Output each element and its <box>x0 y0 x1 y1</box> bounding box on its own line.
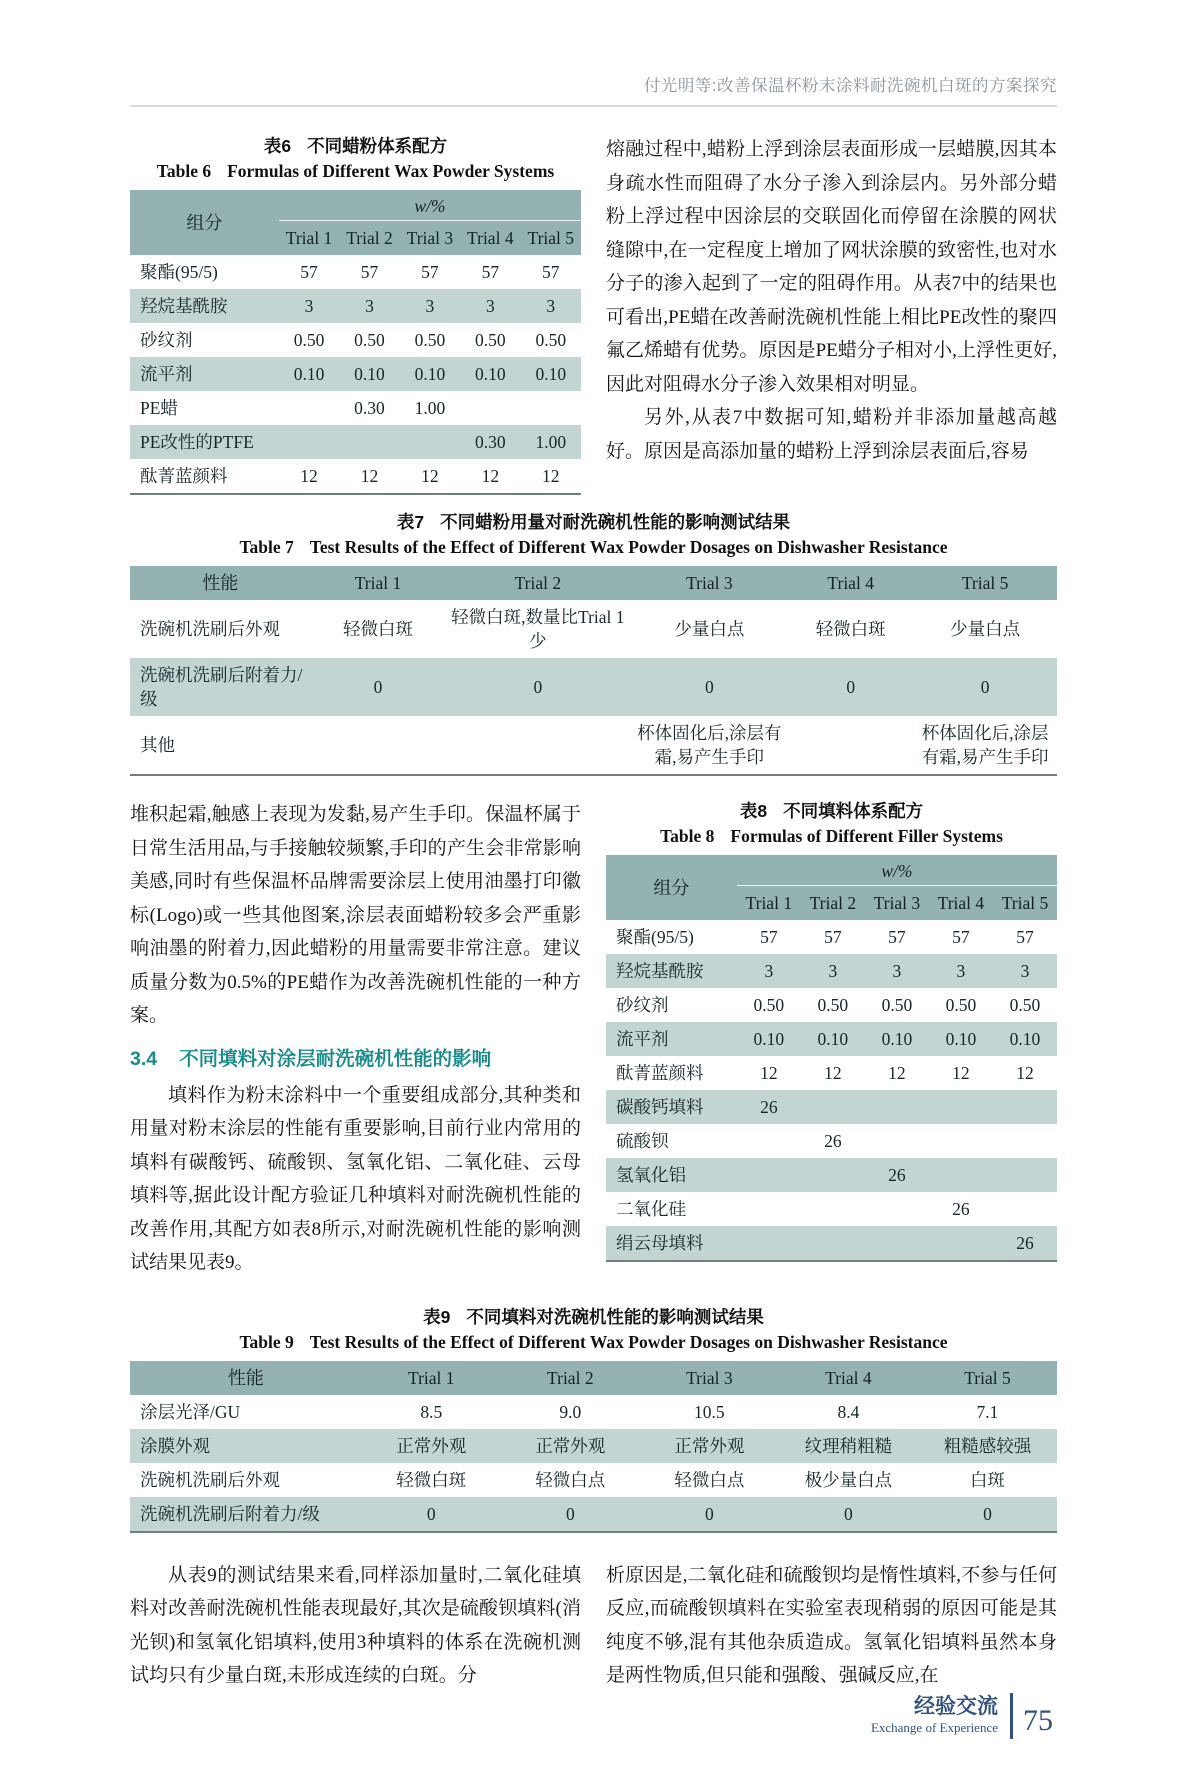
trial-column-header: Trial 2 <box>514 573 562 593</box>
table-cell: 3 <box>485 296 495 316</box>
section-title: 不同填料对涂层耐洗碗机性能的影响 <box>179 1047 492 1070</box>
table-cell: 0.10 <box>414 364 446 384</box>
paragraph-filler-intro: 填料作为粉末涂料中一个重要组成部分,其种类和用量对粉末涂层的性能有重要影响,目前行业内常用的填料有碳酸钙、硫酸钡、氢氧化铝、二氧化硅、云母填料等,据此设计配方验证几种填料对耐洗碗机性能的改善作用,其配方如表8所示,对耐洗碗机性能的影响测试结果见表9。 <box>130 1084 581 1273</box>
paragraph-wax-dosage: 另外,从表7中数据可知,蜡粉并非添加量越高越好。原因是高添加量的蜡粉上浮到涂层表面后,容易 <box>606 407 1057 462</box>
trial-column-header: Trial 4 <box>825 1367 872 1388</box>
table6-body <box>130 255 581 494</box>
table-row <box>130 1497 1057 1532</box>
table-cell: 8.5 <box>420 1401 443 1422</box>
row-label: 流平剂 <box>616 1029 669 1049</box>
table-cell: 0 <box>565 1503 575 1524</box>
table-cell: 12 <box>888 1063 906 1083</box>
table-cell: 3 <box>365 296 374 316</box>
table-row <box>130 323 581 357</box>
row-label: 洗碗机洗刷后外观 <box>140 1469 280 1490</box>
table-cell <box>801 1192 865 1226</box>
table-cell <box>801 1090 865 1124</box>
table-cell <box>865 1226 929 1261</box>
table-row <box>606 1056 1057 1090</box>
table-cell <box>929 1158 993 1192</box>
column-left <box>130 1559 581 1693</box>
table9-title-zh <box>130 1304 1057 1329</box>
table9-label-en: Table 9 <box>239 1331 294 1352</box>
table7-title-en <box>130 537 1057 558</box>
table-cell: 0.50 <box>475 330 506 350</box>
table9-caption-en: Test Results of the Effect of Different Wax Powder Dosages on Dishwasher Resistance <box>309 1331 948 1352</box>
table-cell: 0.10 <box>817 1029 849 1049</box>
row-label: 涂膜外观 <box>140 1435 210 1456</box>
row-label: 洗碗机洗刷后附着力/级 <box>140 1503 320 1524</box>
table-cell: 轻微白斑 <box>815 619 886 639</box>
trial-column-header: Trial 4 <box>827 573 874 593</box>
table6-label-en: Table 6 <box>156 161 212 181</box>
table-cell: 57 <box>760 927 778 947</box>
table8-caption-zh: 不同填料体系配方 <box>783 801 924 821</box>
table-cell <box>279 425 339 459</box>
column-right <box>606 1559 1057 1693</box>
table-row <box>606 1192 1057 1226</box>
row-label: 其他 <box>140 735 175 755</box>
table-cell: 白斑 <box>969 1469 1005 1490</box>
table-cell: 12 <box>1016 1063 1034 1083</box>
table-cell: 轻微白斑 <box>396 1469 467 1490</box>
table-cell: 0.50 <box>414 330 446 350</box>
table-cell: 0.50 <box>535 330 567 350</box>
row-label: 羟烷基酰胺 <box>140 296 228 316</box>
row-label: 酞菁蓝颜料 <box>616 1063 704 1083</box>
table7-title-zh <box>130 509 1057 534</box>
paragraph-table9-analysis-left: 从表9的测试结果来看,同样添加量时,二氧化硅填料对改善耐洗碗机性能表现最好,其次是硫酸钡填料(消光钡)和氢氧化铝填料,使用3种填料的体系在洗碗机测试均只有少量白斑,未形成连续的白斑。分 <box>130 1564 581 1686</box>
table9-performance-header: 性能 <box>227 1367 264 1388</box>
table-cell: 8.4 <box>837 1401 860 1422</box>
table-cell: 3 <box>546 296 556 316</box>
table-cell: 0.50 <box>817 995 849 1015</box>
table8-label-zh: 表8 <box>739 801 768 821</box>
table-row <box>130 1463 1057 1497</box>
table7-block <box>130 509 1057 776</box>
trial-column-header: Trial 2 <box>809 893 857 913</box>
table-cell: 正常外观 <box>396 1435 467 1456</box>
table-cell: 3 <box>425 296 435 316</box>
table-cell <box>279 391 339 425</box>
table-cell <box>521 391 581 425</box>
table8-component-header: 组分 <box>653 877 690 898</box>
table-cell: 57 <box>481 262 500 282</box>
table-cell <box>400 425 460 459</box>
table-cell <box>993 1090 1057 1124</box>
row-text-and-table8 <box>130 798 1057 1280</box>
table-row <box>130 716 1057 775</box>
trial-column-header: Trial 1 <box>745 893 793 913</box>
table-cell: 0 <box>844 1503 853 1524</box>
table-cell <box>929 1226 993 1261</box>
table-cell <box>993 1158 1057 1192</box>
table-cell <box>460 391 520 425</box>
table-row <box>606 1022 1057 1056</box>
table-cell: 0.10 <box>945 1029 977 1049</box>
table7 <box>130 566 1057 776</box>
table-cell: 57 <box>1016 927 1034 947</box>
row-label: 洗碗机洗刷后附着力/级 <box>140 665 303 709</box>
page-number: 75 <box>1023 1703 1053 1737</box>
table-row <box>130 289 581 323</box>
table-cell: 轻微白点 <box>674 1469 745 1490</box>
row-label: 洗碗机洗刷后外观 <box>140 619 280 639</box>
table-cell: 轻微白斑 <box>342 619 413 639</box>
table-cell: 0.10 <box>753 1029 785 1049</box>
table-cell: 26 <box>824 1131 842 1151</box>
table-cell: 26 <box>760 1097 778 1117</box>
table-cell: 12 <box>952 1063 970 1083</box>
row-label: 流平剂 <box>140 364 193 384</box>
trial-column-header: Trial 4 <box>937 893 985 913</box>
row-label: 氢氧化铝 <box>616 1165 686 1185</box>
table-cell: 轻微白点 <box>535 1469 606 1490</box>
table-cell <box>865 1090 929 1124</box>
footer-section-en: Exchange of Experience <box>870 1720 998 1735</box>
row-label: 酞菁蓝颜料 <box>140 466 228 486</box>
table8-label-en: Table 8 <box>660 826 715 846</box>
table-row <box>606 1158 1057 1192</box>
table-cell: 纹理稍粗糙 <box>804 1435 893 1456</box>
table-cell <box>801 1226 865 1261</box>
table-cell: 0.50 <box>945 995 977 1015</box>
table-cell: 0.10 <box>293 364 325 384</box>
trial-column-header: Trial 3 <box>686 573 733 593</box>
trial-column-header: Trial 1 <box>354 573 402 593</box>
table-cell: 少量白点 <box>950 619 1021 639</box>
table6-caption-en: Formulas of Different Wax Powder Systems <box>227 161 555 181</box>
table-cell: 0.50 <box>354 330 385 350</box>
table8-body <box>606 920 1057 1261</box>
table-cell: 0.10 <box>535 364 567 384</box>
table-cell: 0.50 <box>753 995 785 1015</box>
trial-column-header: Trial 5 <box>527 228 575 248</box>
table-cell: 26 <box>1016 1233 1034 1253</box>
table9-title-en <box>130 1332 1057 1353</box>
table-cell: 0.30 <box>354 398 385 418</box>
table-row <box>606 988 1057 1022</box>
footer-section-labels <box>871 1695 998 1736</box>
table-cell: 0.30 <box>475 432 506 452</box>
table-cell <box>865 1124 929 1158</box>
paragraph-wax-mechanism: 熔融过程中,蜡粉上浮到涂层表面形成一层蜡膜,因其本身疏水性而阻碍了水分子渗入到涂层内。另外部分蜡粉上浮过程中因涂层的交联固化而停留在涂膜的网状缝隙中,在一定程度上增加了网状涂膜的致密性,也对水分子的渗入起到了一定的阻碍作用。从表7中的结果也可看出,PE蜡在改善耐洗碗机性能上相比PE改性的聚四氟乙烯蜡有优势。原因是PE蜡分子相对小,上浮性更好,因此对阻碍水分子渗入效果相对明显。 <box>606 139 1057 395</box>
table-cell: 12 <box>300 466 318 486</box>
table-cell: 12 <box>421 466 439 486</box>
table-cell: 3 <box>1020 961 1030 981</box>
table-cell: 3 <box>892 961 902 981</box>
column-left <box>130 798 581 1280</box>
table8-block <box>606 798 1057 1262</box>
table6-label-zh: 表6 <box>263 136 292 156</box>
table-cell: 12 <box>824 1063 842 1083</box>
row-table6-and-text <box>130 133 1057 495</box>
table-cell: 粗糙感较强 <box>943 1435 1032 1456</box>
table-row <box>130 391 581 425</box>
table-cell: 12 <box>760 1063 778 1083</box>
section-heading-3-4 <box>130 1043 581 1071</box>
table-cell: 57 <box>952 927 970 947</box>
table-cell <box>788 716 913 775</box>
table6-caption-zh: 不同蜡粉体系配方 <box>307 136 448 156</box>
table-cell: 3 <box>956 961 966 981</box>
table-cell <box>311 716 445 775</box>
table6-wpercent-header: w/% <box>279 190 581 221</box>
row-label: 绢云母填料 <box>616 1233 704 1253</box>
table-row <box>130 658 1057 716</box>
column-right <box>606 798 1057 1280</box>
table7-caption-en: Test Results of the Effect of Different Wax Powder Dosages on Dishwasher Resistance <box>309 537 948 557</box>
section-number: 3.4 <box>130 1047 158 1070</box>
running-title: 付光明等:改善保温杯粉末涂料耐洗碗机白斑的方案探究 <box>643 77 1057 95</box>
table8-title <box>606 798 1057 847</box>
table-cell: 0 <box>980 677 990 697</box>
table-cell: 10.5 <box>694 1401 725 1422</box>
table-row <box>130 255 581 289</box>
table8-caption-en: Formulas of Different Filler Systems <box>730 826 1003 846</box>
row-label: 二氧化硅 <box>616 1199 686 1219</box>
table-cell: 0 <box>846 677 856 697</box>
column-right <box>606 133 1057 495</box>
trial-column-header: Trial 3 <box>873 893 921 913</box>
table-cell: 0.10 <box>354 364 385 384</box>
footer-divider-bar <box>1010 1693 1013 1739</box>
table6-title-zh <box>130 133 581 158</box>
table9 <box>130 1361 1057 1533</box>
table-cell: 12 <box>481 466 500 486</box>
paragraph-table9-analysis-right: 析原因是,二氧化硅和硫酸钡均是惰性填料,不参与任何反应,而硫酸钡填料在实验室表现稍弱的原因可能是其纯度不够,混有其他杂质造成。氢氧化铝填料虽然本身是两性物质,但只能和强酸、强碱反应,在 <box>606 1564 1057 1686</box>
trial-column-header: Trial 4 <box>467 228 514 248</box>
trial-column-header: Trial 1 <box>285 228 333 248</box>
table-cell <box>993 1192 1057 1226</box>
table-row <box>130 425 581 459</box>
table-cell <box>993 1124 1057 1158</box>
table6 <box>130 190 581 495</box>
table-cell: 57 <box>421 262 439 282</box>
row-label: 砂纹剂 <box>140 330 193 350</box>
table-cell: 26 <box>888 1165 906 1185</box>
table-cell: 57 <box>300 262 318 282</box>
table9-block <box>130 1304 1057 1533</box>
table-cell: 0 <box>533 677 543 697</box>
page-footer <box>130 1693 1057 1739</box>
table-cell <box>929 1090 993 1124</box>
table-cell: 杯体固化后,涂层有霜,易产生手印 <box>637 723 782 767</box>
table-cell <box>865 1192 929 1226</box>
table-cell: 0.50 <box>293 330 325 350</box>
table7-label-en: Table 7 <box>239 537 294 557</box>
table-cell: 57 <box>888 927 906 947</box>
table7-label-zh: 表7 <box>396 512 425 532</box>
footer-section-zh: 经验交流 <box>914 1695 998 1718</box>
table-row <box>130 459 581 494</box>
table8-title-en <box>606 826 1057 847</box>
table-row <box>130 357 581 391</box>
table-row <box>130 1429 1057 1463</box>
table7-title <box>130 509 1057 558</box>
column-left <box>130 133 581 495</box>
trial-column-header: Trial 5 <box>961 573 1009 593</box>
trial-column-header: Trial 1 <box>408 1367 455 1388</box>
trial-column-header: Trial 5 <box>1001 893 1049 913</box>
table-row <box>606 920 1057 954</box>
table8 <box>606 855 1057 1262</box>
table-cell: 57 <box>360 262 379 282</box>
table-row <box>130 1395 1057 1429</box>
table6-title <box>130 133 581 182</box>
table-cell <box>737 1124 801 1158</box>
table7-header-row <box>130 566 1057 600</box>
table-cell: 0 <box>704 1503 714 1524</box>
table-cell: 9.0 <box>559 1401 582 1422</box>
table6-block <box>130 133 581 495</box>
table-cell: 正常外观 <box>535 1435 606 1456</box>
table-cell: 0.10 <box>1009 1029 1041 1049</box>
table-cell: 1.00 <box>414 398 446 418</box>
running-header <box>130 72 1057 107</box>
row-label: PE改性的PTFE <box>140 432 254 452</box>
table-cell: 极少量白点 <box>804 1469 893 1490</box>
table-row <box>606 1090 1057 1124</box>
table-cell: 57 <box>824 927 842 947</box>
table-row <box>606 954 1057 988</box>
table-cell: 3 <box>764 961 774 981</box>
row-closing-text <box>130 1559 1057 1693</box>
table-cell: 0 <box>426 1503 436 1524</box>
trial-column-header: Trial 2 <box>346 228 393 248</box>
table-cell <box>445 716 630 775</box>
table-cell: 0.10 <box>475 364 506 384</box>
table-cell: 0.50 <box>1009 995 1041 1015</box>
table-cell <box>737 1192 801 1226</box>
trial-column-header: Trial 5 <box>964 1367 1011 1388</box>
table-cell: 3 <box>828 961 838 981</box>
table-cell <box>801 1158 865 1192</box>
table7-performance-header: 性能 <box>202 573 239 593</box>
table8-title-zh <box>606 798 1057 823</box>
trial-column-header: Trial 3 <box>406 228 454 248</box>
table-cell: 0 <box>704 677 714 697</box>
table-cell: 57 <box>542 262 560 282</box>
table-cell: 0.10 <box>881 1029 913 1049</box>
table-cell: 正常外观 <box>674 1435 745 1456</box>
table-cell: 轻微白斑,数量比Trial 1少 <box>451 607 625 651</box>
table7-caption-zh: 不同蜡粉用量对耐洗碗机性能的影响测试结果 <box>440 512 791 532</box>
row-label: 砂纹剂 <box>616 995 669 1015</box>
table9-caption-zh: 不同填料对洗碗机性能的影响测试结果 <box>466 1306 764 1327</box>
table-row <box>130 600 1057 658</box>
table-cell <box>339 425 399 459</box>
table-cell <box>737 1158 801 1192</box>
table-cell: 少量白点 <box>674 619 745 639</box>
table-cell: 0 <box>983 1503 992 1524</box>
table8-wpercent-header: w/% <box>737 855 1057 886</box>
trial-column-header: Trial 3 <box>686 1367 733 1388</box>
table9-title <box>130 1304 1057 1353</box>
table9-label-zh: 表9 <box>423 1306 451 1327</box>
row-label: 聚酯(95/5) <box>140 262 218 282</box>
table-cell <box>737 1226 801 1261</box>
table-cell: 26 <box>952 1199 970 1219</box>
table-row <box>606 1124 1057 1158</box>
table-cell: 0.50 <box>881 995 913 1015</box>
table7-body <box>130 600 1057 775</box>
table6-title-en <box>130 161 581 182</box>
row-label: PE蜡 <box>140 398 178 418</box>
table-cell: 12 <box>542 466 560 486</box>
table-row <box>606 1226 1057 1261</box>
row-label: 涂层光泽/GU <box>140 1401 241 1422</box>
table-cell: 12 <box>360 466 379 486</box>
table-cell: 3 <box>304 296 314 316</box>
table-cell: 1.00 <box>535 432 567 452</box>
row-label: 羟烷基酰胺 <box>616 961 704 981</box>
table-cell <box>929 1124 993 1158</box>
paragraph-frost-handprint: 堆积起霜,触感上表现为发黏,易产生手印。保温杯属于日常生活用品,与手接触较频繁,手印的产生会非常影响美感,同时有些保温杯品牌需要涂层上使用油墨打印徽标(Logo)或一些其他图案,涂层表面蜡粉较多会严重影响油墨的附着力,因此蜡粉的用量需要非常注意。建议质量分数为0.5%的PE蜡作为改善洗碗机性能的一种方案。 <box>130 804 581 1026</box>
row-label: 聚酯(95/5) <box>616 927 694 947</box>
row-label: 碳酸钙填料 <box>616 1097 704 1117</box>
table6-component-header: 组分 <box>186 212 223 233</box>
trial-column-header: Trial 2 <box>547 1367 594 1388</box>
table-cell: 0 <box>373 677 383 697</box>
table-cell: 7.1 <box>976 1401 999 1422</box>
table9-body <box>130 1395 1057 1532</box>
table-cell: 杯体固化后,涂层有霜,易产生手印 <box>921 723 1049 767</box>
row-label: 硫酸钡 <box>616 1131 669 1151</box>
table9-header-row <box>130 1361 1057 1395</box>
